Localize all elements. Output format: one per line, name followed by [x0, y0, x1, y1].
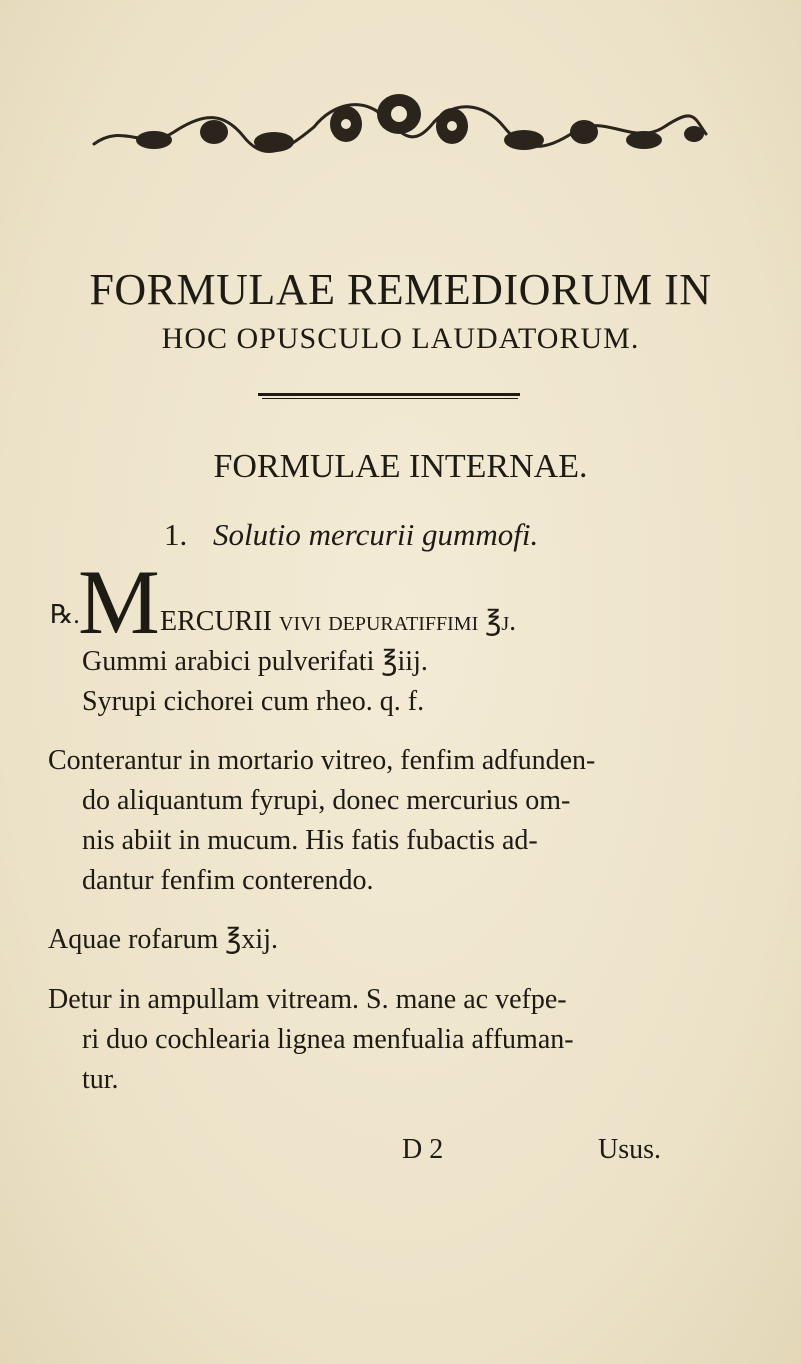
recipe-number: 1.: [164, 517, 188, 552]
catchword: Usus.: [598, 1134, 662, 1165]
decorative-headpiece-ornament: [84, 92, 714, 162]
page-title-line1: FORMULAE REMEDIORUM IN: [89, 265, 712, 314]
signature-mark: D 2: [402, 1134, 444, 1165]
ingredient-line: Aquae rofarum ℥xij.: [48, 924, 278, 955]
ingredient-line: Gummi arabici pulverifati ℥iij.: [82, 646, 428, 677]
paragraph-line: Conterantur in mortario vitreo, fenfim adfunden-: [48, 745, 596, 776]
paragraph-line: ri duo cochlearia lignea menfualia affuman-: [82, 1024, 574, 1055]
recipe-heading: [164, 517, 538, 553]
paragraph-line: Detur in ampullam vitream. S. mane ac vefpe-: [48, 984, 567, 1015]
paragraph-line: nis abiit in mucum. His fatis fubactis ad-: [82, 825, 538, 856]
recipe-symbol: ℞.: [50, 600, 80, 629]
section-title: FORMULAE INTERNAE.: [213, 448, 588, 485]
drop-cap: M: [78, 551, 160, 653]
ingredient-line: ERCURII vivi depuratiffimi ℥j.: [160, 606, 517, 637]
paragraph-line: do aliquantum fyrupi, donec mercurius om-: [82, 785, 571, 816]
recipe-name: Solutio mercurii gummofi.: [213, 517, 539, 552]
title-rule-thin: [262, 398, 518, 399]
ingredient-line: Syrupi cichorei cum rheo. q. f.: [82, 686, 425, 717]
title-rule-thick: [258, 393, 520, 396]
paragraph-line: dantur fenfim conterendo.: [82, 865, 374, 896]
page-title-line2: HOC OPUSCULO LAUDATORUM.: [161, 322, 640, 355]
paragraph-line: tur.: [82, 1064, 119, 1095]
